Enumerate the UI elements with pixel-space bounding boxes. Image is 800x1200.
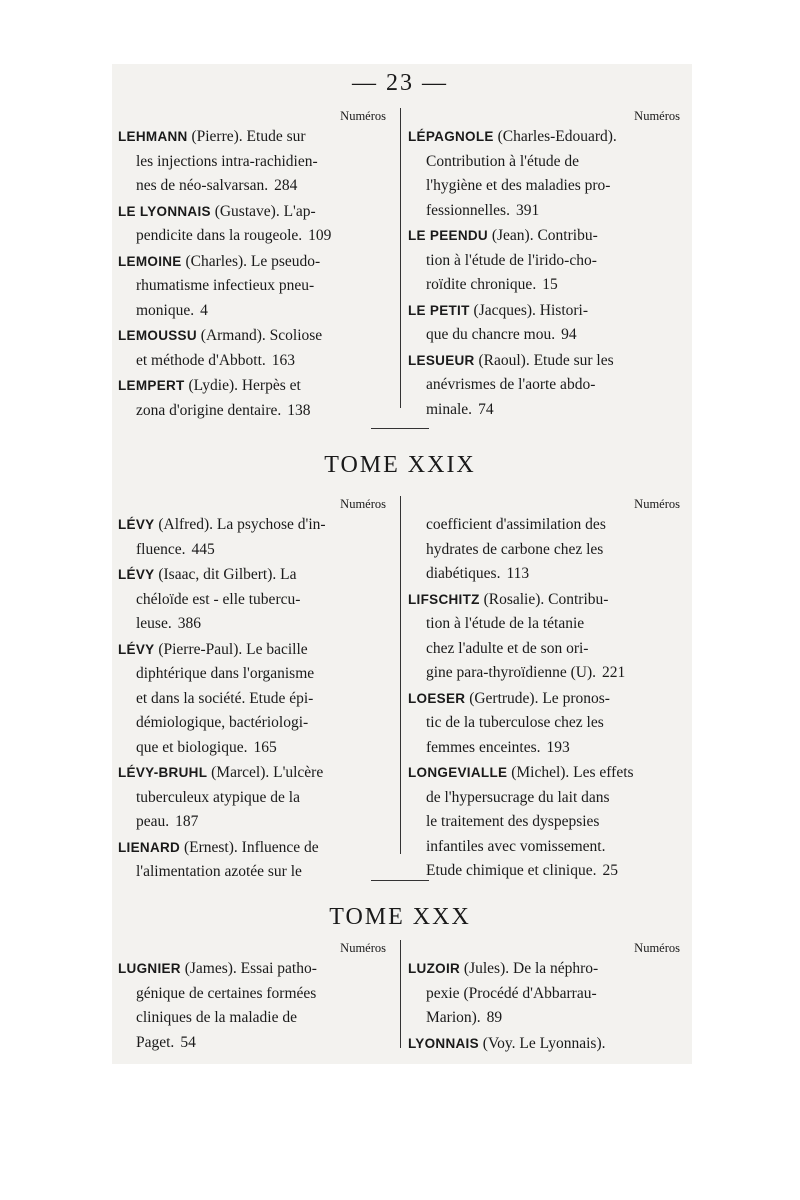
author-name: LIENARD (118, 839, 181, 855)
entry-number: 109 (308, 227, 332, 244)
entry-number: 25 (602, 862, 618, 879)
entry-last-line (118, 399, 390, 424)
entry-heading (118, 125, 306, 150)
entry-title-line: chez l'adulte et de son ori- (426, 639, 589, 657)
entry-title-line: l'hygiène et des maladies pro- (426, 177, 611, 194)
index-entry (408, 125, 684, 223)
index-entry (118, 250, 390, 324)
entry-heading (118, 200, 316, 225)
author-name: LÉVY (118, 641, 155, 657)
index-entry (118, 563, 390, 637)
entry-title-start: (Jules). De la néphro- (460, 960, 599, 977)
entry-title-line: démiologique, bactériologi- (136, 714, 309, 731)
entry-title-end: Etude chimique et clinique. (426, 862, 597, 879)
entry-first-line (408, 687, 684, 712)
entry-title-start: (Raoul). Etude sur les (474, 351, 614, 369)
entry-title-start: (Jean). Contribu- (487, 227, 598, 244)
entry-title-start: (Ernest). Influence de (180, 838, 319, 856)
entry-number: 193 (546, 738, 570, 756)
entry-heading (408, 687, 610, 712)
entry-title-start: (Voy. Le Lyonnais). (478, 1034, 606, 1052)
entry-title-end: zona d'origine dentaire. (136, 401, 282, 419)
entry-title-line: diphtérique dans l'organisme (136, 665, 315, 682)
entry-number: 74 (478, 400, 494, 418)
entry-first-line (118, 957, 390, 982)
entry-heading (118, 957, 317, 982)
numeros-header: Numéros (340, 497, 386, 511)
index-entry (408, 224, 684, 298)
entry-heading (118, 563, 297, 588)
entry-heading (118, 761, 323, 786)
entry-title-line: les injections intra-rachidien- (136, 152, 318, 170)
entry-first-line (408, 224, 684, 249)
author-name: LÉPAGNOLE (408, 129, 494, 144)
entry-title-start: (Marcel). L'ulcère (207, 764, 324, 781)
author-name: LONGEVIALLE (408, 765, 508, 780)
entry-title-end: pendicite dans la rougeole. (136, 227, 303, 244)
entry-title-start: (Lydie). Herpès et (184, 377, 301, 394)
entry-last-line (408, 199, 684, 224)
entry-title-end: fluence. (136, 540, 186, 558)
entry-title-start: (Gustave). L'ap- (210, 202, 316, 220)
entry-heading (118, 250, 320, 275)
entry-last-line (408, 859, 684, 884)
entry-first-line (408, 1032, 684, 1057)
author-name: LE PETIT (408, 302, 470, 318)
entry-last-line (408, 398, 684, 423)
entry-heading (118, 513, 326, 538)
index-entry (408, 1032, 684, 1057)
entry-title-start: (Armand). Scoliose (196, 327, 323, 344)
entry-title-end: minale. (426, 400, 473, 418)
entry-title-end: femmes enceintes. (426, 738, 541, 756)
entry-last-line (118, 612, 390, 637)
entry-title-end: diabétiques. (426, 565, 501, 582)
entry-number: 89 (486, 1009, 503, 1026)
entry-first-line (118, 761, 390, 786)
entry-first-line (118, 324, 390, 349)
entry-last-line (118, 1031, 390, 1056)
author-name: LESUEUR (408, 352, 475, 368)
entry-title-end: Marion). (426, 1009, 481, 1026)
entry-number: 113 (506, 565, 530, 582)
index-entry (118, 761, 390, 835)
entry-title-start: (Pierre-Paul). Le bacille (154, 640, 308, 658)
author-name: LUGNIER (118, 961, 181, 976)
entry-last-line (118, 174, 390, 199)
entry-title-line: tion à l'étude de l'irido-cho- (426, 251, 597, 269)
index-entry (118, 836, 390, 885)
entry-title-line: pexie (Procédé d'Abbarrau- (426, 984, 597, 1002)
entry-title-start: (Charles-Edouard). (493, 128, 617, 145)
entry-title-end: Paget. (136, 1033, 175, 1051)
entry-heading (408, 761, 634, 786)
entry-last-line (408, 273, 684, 298)
entry-title-end: que du chancre mou. (426, 326, 556, 343)
entry-number: 94 (561, 326, 577, 343)
page-number: — 23 — (352, 70, 448, 96)
entry-heading (408, 1032, 606, 1057)
entry-title-end: roïdite chronique. (426, 276, 537, 293)
entry-title-end: et méthode d'Abbott. (136, 351, 266, 369)
entry-title-end: fessionnelles. (426, 201, 510, 219)
entry-title-line: tic de la tuberculose chez les (426, 714, 604, 731)
left-column (118, 496, 390, 885)
author-name: LEHMANN (118, 129, 188, 144)
entry-first-line (408, 349, 684, 374)
entry-last-line (118, 538, 390, 563)
entry-title-start: (Charles). Le pseudo- (181, 252, 321, 270)
entry-last-line (408, 736, 684, 761)
entry-title-start: (Michel). Les effets (507, 764, 634, 781)
entry-last-line (118, 860, 390, 885)
left-column (118, 940, 390, 1055)
index-entry (408, 957, 684, 1031)
entry-title-line: hydrates de carbone chez les (426, 540, 604, 558)
entry-title-line: anévrismes de l'aorte abdo- (426, 376, 596, 393)
entry-title-line: tion à l'étude de la tétanie (426, 615, 585, 632)
author-name: LE LYONNAIS (118, 203, 211, 219)
section-separator (371, 428, 429, 429)
entry-title-start: (Pierre). Etude sur (187, 128, 306, 145)
entry-number: 284 (274, 177, 298, 194)
entry-number: 221 (602, 664, 626, 681)
column-divider (400, 108, 401, 408)
entry-title-start: (Gertrude). Le pronos- (465, 689, 610, 707)
entry-heading (408, 957, 598, 982)
entry-number: 15 (542, 276, 558, 293)
entry-heading (408, 349, 614, 374)
entry-title-line: génique de certaines formées (136, 984, 317, 1002)
author-name: LIFSCHITZ (408, 591, 480, 607)
entry-title-end: gine para-thyroïdienne (U). (426, 664, 597, 681)
entry-title-line: de l'hypersucrage du lait dans (426, 788, 610, 806)
author-name: LYONNAIS (408, 1035, 479, 1051)
author-name: LEMOUSSU (118, 328, 197, 343)
entry-last-line (408, 323, 684, 348)
entry-title-end: nes de néo-salvarsan. (136, 177, 269, 194)
right-column (408, 940, 684, 1056)
index-entry (118, 374, 390, 423)
entry-number: 138 (287, 401, 311, 419)
author-name: LÉVY (118, 517, 155, 532)
entry-first-line (408, 513, 684, 538)
entry-first-line (118, 200, 390, 225)
entry-heading (118, 374, 301, 399)
numeros-header: Numéros (634, 497, 680, 511)
index-entry (408, 513, 684, 587)
entry-last-line (118, 736, 390, 761)
entry-first-line (118, 638, 390, 663)
entry-number: 386 (177, 615, 201, 632)
numeros-header: Numéros (634, 941, 680, 955)
author-name: LEMOINE (118, 253, 182, 269)
entry-first-line (118, 125, 390, 150)
numeros-header: Numéros (634, 109, 680, 123)
left-column (118, 108, 390, 423)
author-name: LÉVY-BRUHL (118, 765, 208, 780)
author-name: LEMPERT (118, 378, 185, 393)
entry-first-line (118, 563, 390, 588)
entry-title-start: (Isaac, dit Gilbert). La (154, 566, 297, 583)
entry-number: 165 (253, 738, 277, 756)
entry-last-line (118, 224, 390, 249)
entry-title-line: tuberculeux atypique de la (136, 788, 300, 806)
entry-title-line: Contribution à l'étude de (426, 152, 580, 170)
index-entry (118, 125, 390, 199)
author-name: LOESER (408, 690, 466, 706)
right-column (408, 496, 684, 884)
entry-number: 391 (515, 201, 540, 219)
entry-number: 4 (200, 301, 208, 319)
numeros-header: Numéros (340, 109, 386, 123)
entry-first-line (118, 513, 390, 538)
entry-title-start: (Jacques). Histori- (469, 301, 589, 319)
index-entry (118, 957, 390, 1055)
entry-title-end: que et biologique. (136, 738, 248, 756)
index-entry (408, 299, 684, 348)
index-entry (408, 687, 684, 761)
entry-title-end: leuse. (136, 615, 172, 632)
entry-title-start: (Alfred). La psychose d'in- (154, 516, 326, 533)
entry-title-line: infantiles avec vomissement. (426, 837, 606, 855)
entry-first-line (408, 761, 684, 786)
entry-heading (408, 125, 617, 150)
entry-last-line (408, 661, 684, 686)
author-name: LÉVY (118, 567, 155, 582)
entry-first-line (408, 957, 684, 982)
entry-heading (118, 638, 308, 663)
index-entry (118, 324, 390, 373)
entry-title-end: peau. (136, 813, 170, 830)
entry-last-line (118, 810, 390, 835)
numeros-header: Numéros (340, 941, 386, 955)
index-entry (408, 349, 684, 423)
entry-title-line: le traitement des dyspepsies (426, 813, 600, 830)
entry-title-start: (Rosalie). Contribu- (479, 590, 609, 608)
entry-number: 445 (191, 540, 215, 558)
entry-heading (118, 836, 319, 861)
entry-heading (408, 299, 588, 324)
entry-last-line (118, 349, 390, 374)
entry-title-line: rhumatisme infectieux pneu- (136, 277, 315, 294)
entry-first-line (408, 125, 684, 150)
entry-first-line (118, 374, 390, 399)
entry-title-start: (James). Essai patho- (180, 960, 317, 977)
column-divider (400, 940, 401, 1048)
index-entry (118, 200, 390, 249)
author-name: LUZOIR (408, 961, 461, 976)
entry-heading (408, 224, 598, 249)
entry-number (302, 863, 308, 880)
entry-title-end: l'alimentation azotée sur le (136, 863, 302, 880)
index-entry (118, 638, 390, 761)
entry-heading (426, 513, 606, 538)
entry-heading (408, 588, 608, 613)
tome-heading: TOME XXX (329, 904, 471, 930)
entry-title-start: coefficient d'assimilation des (426, 516, 606, 533)
entry-title-line: chéloïde est - elle tubercu- (136, 590, 301, 608)
entry-number: 54 (180, 1033, 196, 1051)
entry-number: 163 (271, 351, 296, 369)
entry-first-line (408, 299, 684, 324)
entry-heading (118, 324, 322, 349)
entry-title-line: et dans la société. Etude épi- (136, 689, 314, 707)
entry-number: 187 (175, 813, 199, 830)
author-name: LE PEENDU (408, 228, 488, 243)
entry-first-line (408, 588, 684, 613)
entry-last-line (408, 1006, 684, 1031)
entry-last-line (408, 562, 684, 587)
entry-last-line (118, 299, 390, 324)
entry-first-line (118, 250, 390, 275)
index-entry (408, 761, 684, 884)
index-entry (118, 513, 390, 562)
tome-heading: TOME XXIX (324, 452, 476, 478)
index-entry (408, 588, 684, 686)
column-divider (400, 496, 401, 854)
right-column (408, 108, 684, 422)
entry-title-line: cliniques de la maladie de (136, 1009, 297, 1026)
section-separator (371, 880, 429, 881)
entry-first-line (118, 836, 390, 861)
entry-title-end: monique. (136, 301, 195, 319)
